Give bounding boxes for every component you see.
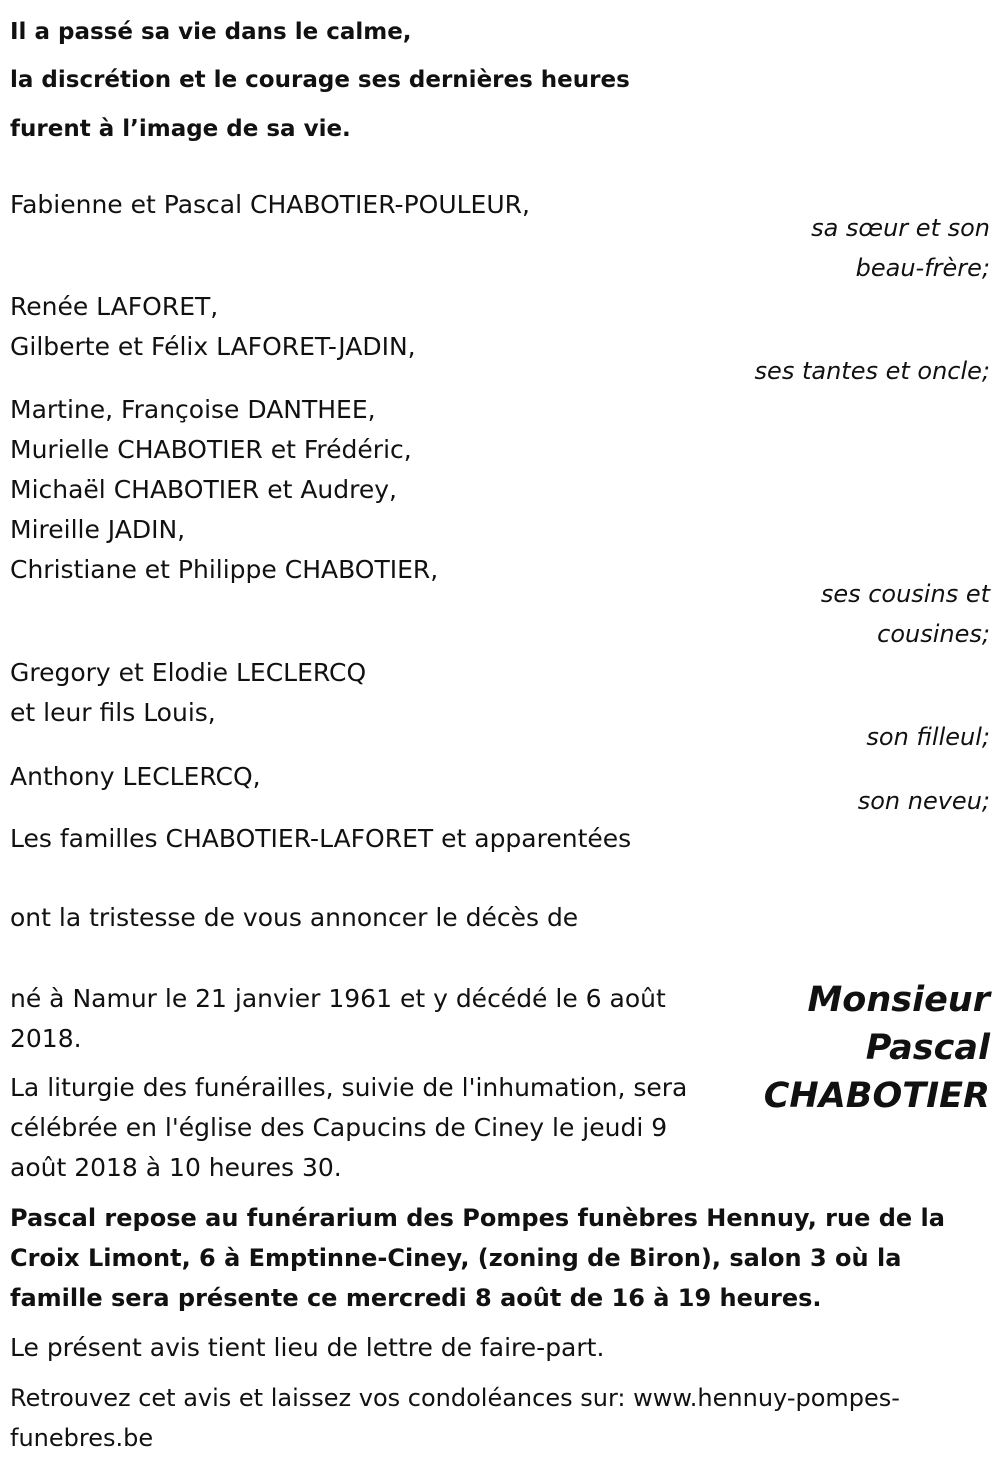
notice-line: Le présent avis tient lieu de lettre de faire-part.: [10, 1333, 605, 1362]
birth-line-1: né à Namur le 21 janvier 1961 et y décédé le 6 août: [10, 984, 666, 1013]
quote-line-3: furent à l’image de sa vie.: [10, 116, 351, 142]
quote-line-2: la discrétion et le courage ses dernières heures: [10, 67, 630, 93]
relation-cousins-1: ses cousins et: [820, 580, 990, 608]
aunts-line-2: Gilberte et Félix LAFORET-JADIN,: [10, 332, 416, 361]
cousins-line-3: Michaël CHABOTIER et Audrey,: [10, 475, 397, 504]
cousins-line-5: Christiane et Philippe CHABOTIER,: [10, 555, 439, 584]
relation-godson: son filleul;: [866, 723, 990, 751]
liturgy-line-2: célébrée en l'église des Capucins de Ciney le jeudi 9: [10, 1113, 668, 1142]
families-line: Les familles CHABOTIER-LAFORET et apparentées: [10, 824, 632, 853]
liturgy-line-3: août 2018 à 10 heures 30.: [10, 1153, 342, 1182]
relation-cousins-2: cousines;: [877, 620, 990, 648]
godson-line-1: Gregory et Elodie LECLERCQ: [10, 658, 367, 687]
birth-line-2: 2018.: [10, 1024, 82, 1053]
funerarium-line-2: Croix Limont, 6 à Emptinne-Ciney, (zoning de Biron), salon 3 où la: [10, 1244, 902, 1272]
deceased-name-line-1: Monsieur: [807, 980, 990, 1020]
liturgy-line-1: La liturgie des funérailles, suivie de l'inhumation, sera: [10, 1073, 688, 1102]
cousins-line-2: Murielle CHABOTIER et Frédéric,: [10, 435, 412, 464]
relation-sister-1: sa sœur et son: [811, 214, 990, 242]
deceased-name-line-3: CHABOTIER: [763, 1076, 990, 1116]
cousins-line-4: Mireille JADIN,: [10, 515, 186, 544]
deceased-name-line-2: Pascal: [865, 1028, 990, 1068]
godson-line-2: et leur fils Louis,: [10, 698, 216, 727]
relation-aunts: ses tantes et oncle;: [754, 357, 990, 385]
announcement: ont la tristesse de vous annoncer le décès de: [10, 903, 579, 932]
condolences-line-1: Retrouvez cet avis et laissez vos condoléances sur: www.hennuy-pompes-: [10, 1384, 900, 1412]
sister-line-1: Fabienne et Pascal CHABOTIER-POULEUR,: [10, 190, 530, 219]
relation-sister-2: beau-frère;: [855, 254, 990, 282]
aunts-line-1: Renée LAFORET,: [10, 292, 219, 321]
relation-nephew: son neveu;: [857, 787, 990, 815]
quote-line-1: Il a passé sa vie dans le calme,: [10, 19, 412, 45]
condolences-line-2: funebres.be: [10, 1424, 154, 1452]
nephew-line-1: Anthony LECLERCQ,: [10, 762, 261, 791]
cousins-line-1: Martine, Françoise DANTHEE,: [10, 395, 376, 424]
funerarium-line-3: famille sera présente ce mercredi 8 août de 16 à 19 heures.: [10, 1284, 822, 1312]
funerarium-line-1: Pascal repose au funérarium des Pompes funèbres Hennuy, rue de la: [10, 1204, 945, 1232]
